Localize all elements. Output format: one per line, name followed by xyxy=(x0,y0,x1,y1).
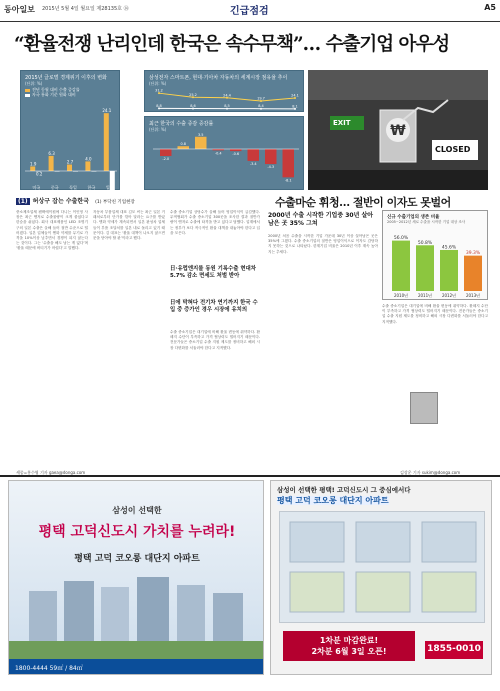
apartment-ad-left xyxy=(8,480,264,675)
cta-line-2: 2차분 6월 3일 오픈! xyxy=(311,647,387,656)
box-subtitle: 2005~2012년 새로 수출을 시작한 기업 대상 조사 xyxy=(387,220,466,224)
legend-label: 전년 동월 대비 수출 증감률 xyxy=(32,87,80,92)
bar xyxy=(104,113,109,171)
article-column-5: 수출 중소기업은 대기업에 비해 환율 변동에 취약하다. 환헤지 수단이 부족하고 가격 협상력도 떨어지기 때문이다. 전문가들은 중소기업 수출 지원 제도를 정비하고 해외 시장 다변화를 서둘러야 한다고 지적했다. xyxy=(382,304,488,324)
chart-unit: (단위: %) xyxy=(149,81,167,86)
series-title: 허상구 잡는 수출한국 xyxy=(32,198,90,205)
chart-unit: (단위: %) xyxy=(25,81,43,86)
inline-subhead-2: 日에 막혀다 전기차 연기까지 한국 수입 중 증가인 경우 시장에 유치의 xyxy=(170,300,258,313)
ad-footer: 1800-4444 59㎡ / 84㎡ xyxy=(9,659,264,675)
photo-illustration xyxy=(308,70,488,190)
legend-label: 자국 통화 기준 원화 대비 xyxy=(32,92,76,97)
reporter-portrait xyxy=(410,392,438,424)
page-number: A5 xyxy=(484,3,496,12)
data-label: 8.4 xyxy=(258,104,264,109)
bar xyxy=(67,165,72,171)
data-label: 24.1 xyxy=(291,93,299,98)
series-tag: (1) xyxy=(18,198,28,205)
bar xyxy=(416,245,434,291)
ad-brand: 평택 고덕 코오롱 대단지 아파트 xyxy=(74,554,200,564)
chart-unit: (단위: %) xyxy=(149,127,167,132)
right-subhead: 2000년 수출 시작한 기업중 30년 살아남은 곳 35% 그쳐 xyxy=(268,212,374,227)
data-label: -2.0 xyxy=(162,157,170,161)
data-label: 8.1 xyxy=(292,104,298,109)
market-share-plot xyxy=(145,87,305,113)
article-column-2: 자동차 부품업체 대표 김모 씨는 최근 일본 거래처로부터 단가를 깎아 달라는 요구를 받았다. 엔화 약세가 계속되면서 일본 완성차 업체들이 부품 조달처를 일본 내로 돌리고 있기 때문이다. 김 대표는 ‘환율 대책이 나오지 않으면 문을 닫아야 할 판’이라고 했다. xyxy=(93,210,165,241)
series-note: (1) 부닥친 기업현장 xyxy=(95,200,135,205)
data-label: 0.2 xyxy=(36,171,43,177)
tick-label: 2011년 xyxy=(417,293,433,298)
tick-label: 일본 xyxy=(105,185,114,190)
data-label: 8.8 xyxy=(156,103,162,108)
data-label: 24.1 xyxy=(102,108,112,114)
data-label: 2.7 xyxy=(66,159,74,165)
export-trend-chart xyxy=(144,116,304,190)
data-label: 39.3% xyxy=(465,251,481,257)
data-label: 56.0% xyxy=(393,236,409,242)
data-label: 1.9 xyxy=(30,161,37,167)
article-column-3b: 수출 중소기업은 대기업에 비해 환율 변동에 취약하다. 환헤지 수단이 부족하고 가격 협상력도 떨어지기 때문이다. 전문가들은 중소기업 수출 지원 제도를 정비하고 해외 시장 다변화를 서둘러야 한다고 지적했다. xyxy=(170,330,260,350)
box-title: 신규 수출기업의 생존 비율 xyxy=(387,215,440,220)
ad-pre: 삼성이 선택한 xyxy=(112,506,162,515)
ad-phone: 1855-0010 xyxy=(425,641,483,659)
data-label: 45.6% xyxy=(441,245,457,251)
ad-right-brand: 평택 고덕 코오롱 대단지 아파트 xyxy=(277,496,389,505)
byline-right: 김상운 기자 sukim@donga.com xyxy=(400,470,461,475)
data-label: 6.3 xyxy=(48,150,55,156)
tick-label: 2010년 xyxy=(393,293,409,298)
survival-rate-box xyxy=(382,210,488,300)
data-label: -8.1 xyxy=(284,178,292,183)
article-column-1: 중소제조업체 팬택에이원에 다니는 이인영 사장은 최근 엔저로 수출물량이 크게 줄었다고 한숨을 쉬었다. 회사 대표제품인 LED 조명기구의 일본 수출은 올해 들어 절반 수준으로 떨어졌다. 일본 업체들이 엔화 약세를 무기로 가격을 10%이상 낮추면서 경쟁이 되지 않는다는 것이다. 그는 ‘수출을 해도 남는 게 없다’며 ‘환율 때문에 버티기가 어렵다’고 말했다. xyxy=(16,210,88,251)
svg-text:₩: ₩ xyxy=(390,123,406,139)
inline-subhead: 日·유럽엔지를 동원 기록수출 현대차 5.7% 감소 면세도 처벌 받아 xyxy=(170,266,256,279)
data-label: 50.8% xyxy=(417,240,433,246)
data-label: -0.4 xyxy=(214,151,222,156)
bar xyxy=(49,156,54,171)
export-growth-plot xyxy=(21,99,121,191)
ad-site-map xyxy=(279,511,485,623)
bar xyxy=(85,161,90,171)
bar xyxy=(283,149,295,177)
bar xyxy=(160,149,172,156)
bar xyxy=(195,137,207,149)
survival-rate-plot xyxy=(383,225,487,299)
section-title: 긴급점검 xyxy=(230,6,269,17)
bar xyxy=(392,241,410,291)
cta-line-1: 1차분 마감완료! xyxy=(319,636,379,645)
closed-factory-photo xyxy=(308,70,488,190)
data-label: 4.0 xyxy=(85,156,92,162)
masthead xyxy=(0,0,500,22)
tick-label: 중국 xyxy=(50,185,59,190)
second-headline: 수출마순 휘청… 절반이 이자도 못벌어 xyxy=(275,196,451,209)
legend-swatch xyxy=(25,94,30,97)
export-trend-plot xyxy=(145,133,305,191)
market-share-chart xyxy=(144,70,304,112)
data-label: 0.8 xyxy=(180,142,187,147)
ad-right-heading: 삼성이 선택한 평택! 고덕신도시 그 중심에서다 xyxy=(277,486,411,494)
bar xyxy=(30,166,35,171)
bar xyxy=(440,250,458,291)
bar xyxy=(178,146,190,149)
bar xyxy=(265,149,277,164)
data-label: -0.6 xyxy=(232,152,240,157)
article-column-4: 2000년 처음 수출을 시작한 기업 가운데 30년 이상 살아남은 곳은 35%에 그쳤다. 수출 중소기업의 절반은 영업이익으로 이자도 감당하지 못하는 것으로 나타났다. 한계기업 비율은 2010년 이후 계속 높아지는 추세다. xyxy=(268,234,378,254)
article-column-3a: 수출 중소기업 상당수가 올해 들어 영업이익이 급감했다. 무역협회가 수출 중소기업 300곳을 조사한 결과 절반가량이 엔저로 수출에 타격을 받고 있다고 답했다. 업계에서는 정부가 보다 적극적인 환율 대책을 내놓아야 한다고 입을 모은다. xyxy=(170,210,260,235)
ad-slogan: 평택 고덕신도시 가치를 누려라! xyxy=(38,524,236,540)
data-label: 3.5 xyxy=(197,133,204,137)
site-map-graphic xyxy=(280,512,486,624)
data-label: 24.4 xyxy=(223,93,231,98)
bar xyxy=(464,256,482,291)
data-label: 8.6 xyxy=(190,104,196,109)
ad-right-subheading xyxy=(277,495,389,506)
legend-item xyxy=(25,92,76,98)
tick-label: 한국 xyxy=(87,185,96,190)
exit-sign: EXIT xyxy=(333,119,351,127)
closed-sign: CLOSED xyxy=(435,145,471,154)
issue-date: 2015년 5월 4일 월요일 제28135호 ⑭ xyxy=(42,6,129,12)
tick-label: 독일 xyxy=(69,185,77,190)
bar xyxy=(248,149,260,161)
data-label: -3.4 xyxy=(249,161,257,166)
ad-open-date xyxy=(283,631,415,661)
tick-label: 2012년 xyxy=(441,293,457,298)
data-label: -4.3 xyxy=(267,165,275,170)
data-label: 25.2 xyxy=(189,92,197,97)
series-heading xyxy=(16,196,135,205)
tick-label: 미국 xyxy=(32,185,41,190)
bar xyxy=(230,149,242,151)
ad-divider xyxy=(0,475,500,477)
data-label: 8.5 xyxy=(224,104,230,109)
paper-name: 동아일보 xyxy=(4,4,35,14)
byline-left: 세종=홍수영 기자 gaea@donga.com xyxy=(16,470,86,475)
export-growth-chart xyxy=(20,70,120,190)
chart-title: 삼성전자 스마트폰, 현대·기아차 자동차의 세계시장 점유율 추이 xyxy=(149,75,288,81)
chart-title: 최근 한국의 수출 증감 증감률 xyxy=(149,121,214,127)
tick-label: 2013년 xyxy=(465,293,481,298)
headline: “환율전쟁 난리인데 한국은 속수무책”… 수출기업 아우성 xyxy=(14,34,450,55)
data-label: 31.2 xyxy=(155,88,163,93)
data-label: 19.7 xyxy=(257,96,265,101)
chart-title: 2015년 글로벌 경제위기 이후의 변화 xyxy=(25,75,107,81)
apartment-ad-right xyxy=(270,480,492,675)
